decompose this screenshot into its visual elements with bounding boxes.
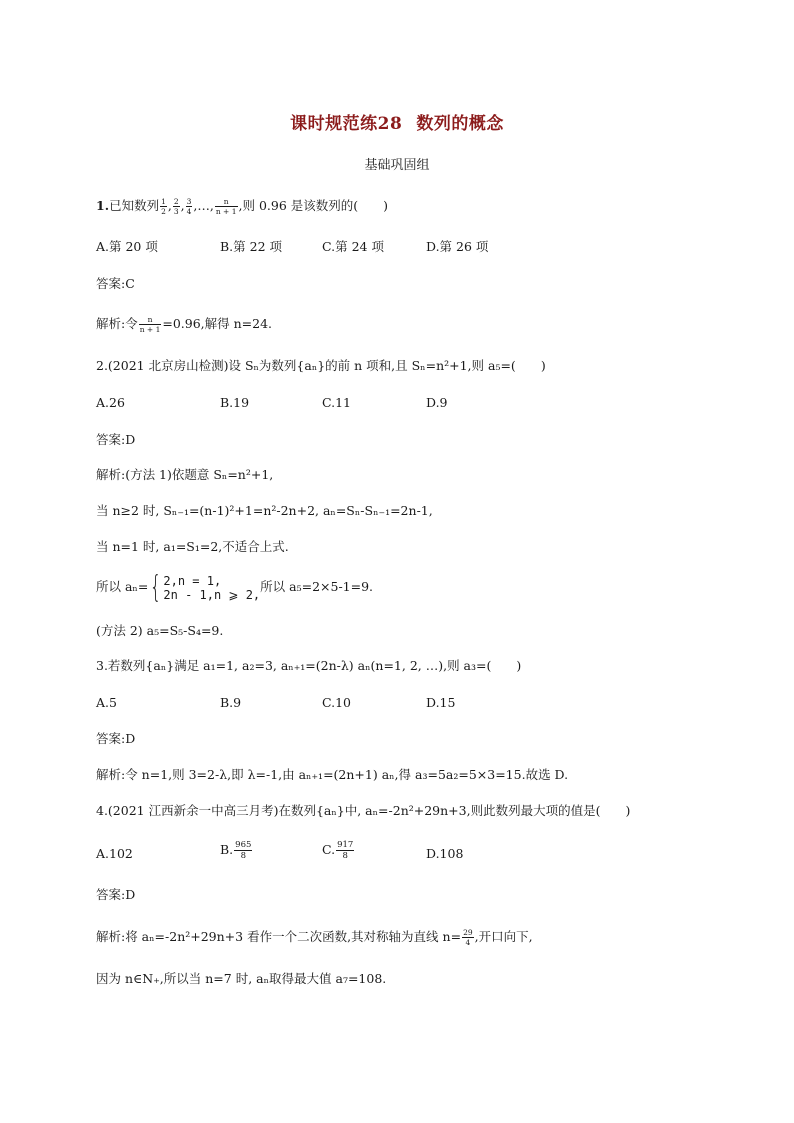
q3-answer: 答案:D [96, 731, 136, 746]
q4-option-a: A.102 [96, 846, 133, 861]
q1-answer: 答案:C [96, 276, 135, 291]
q3-option-d: D.15 [426, 695, 456, 710]
page-title [0, 109, 794, 134]
q4-analysis-line-1 [96, 928, 533, 947]
q3-option-c: C.10 [322, 695, 351, 710]
q4-analysis-b: ,开口向下, [474, 929, 533, 944]
q1-frac-3: $\frac{3}{4}$ [186, 197, 192, 216]
q2-stem: 2.(2021 北京房山检测)设 Sₙ为数列{aₙ}的前 n 项和,且 Sₙ=n²+1,则 a₅=( ) [96, 358, 546, 373]
q4-analysis-a: 解析:将 aₙ=-2n²+29n+3 看作一个二次函数,其对称轴为直线 n= [96, 929, 462, 944]
q1-stem-b: ,则 0.96 是该数列的( ) [238, 198, 389, 213]
q1-stem-a: 已知数列 [109, 198, 160, 213]
q1-analysis-b: =0.96,解得 n=24. [162, 316, 273, 331]
q2-option-b: B.19 [220, 395, 250, 410]
q1-ellipsis: ,…, [193, 198, 214, 213]
q4-option-c-frac: $\frac{917}{8}$ [337, 840, 354, 861]
q1-analysis [96, 315, 272, 334]
q4-analysis-line-2: 因为 n∈N₊,所以当 n=7 时, aₙ取得最大值 a₇=108. [96, 971, 387, 986]
q2-piecewise-cases [163, 574, 260, 602]
q2-option-c: C.11 [322, 395, 351, 410]
q1-nfrac: $\frac{n}{n + 1}$ [215, 197, 237, 216]
q2-analysis-line-5: (方法 2) a₅=S₅-S₄=9. [96, 623, 224, 638]
q1-frac-2: $\frac{2}{3}$ [173, 197, 179, 216]
q3-option-a: A.5 [96, 695, 117, 710]
q1-frac-1: $\frac{1}{2}$ [161, 197, 166, 216]
q2-case-2: 2n - 1,n ⩾ 2, [163, 587, 261, 602]
q2-answer: 答案:D [96, 432, 136, 447]
q4-option-b: B. $\frac{965}{8}$ [220, 840, 252, 861]
q3-option-b: B.9 [220, 695, 242, 710]
q1-stem: 1.已知数列 $\frac{1}{2}$ , $\frac{2}{3}$ , $\frac{3}{4}$ ,…, $\frac{n}{n + 1}$ ,则 0.96 是该数列的( ) [96, 197, 389, 216]
title-main: 课时规范练28 [290, 114, 403, 134]
q1-option-b: B.第 22 项 [220, 239, 283, 254]
q4-option-c: C. $\frac{917}{8}$ [322, 840, 354, 861]
q2-analysis-line-4 [96, 569, 374, 605]
q4-option-b-frac: $\frac{965}{8}$ [235, 840, 252, 861]
q2-option-a: A.26 [96, 395, 125, 410]
q4-answer: 答案:D [96, 887, 136, 902]
q1-option-a: A.第 20 项 [96, 239, 158, 254]
q1-option-d: D.第 26 项 [426, 239, 489, 254]
q2-analysis-line-3: 当 n=1 时, a₁=S₁=2,不适合上式. [96, 539, 289, 554]
q4-option-d: D.108 [426, 846, 464, 861]
q3-stem: 3.若数列{aₙ}满足 a₁=1, a₂=3, aₙ₊₁=(2n-λ) aₙ(n=1, 2, …),则 a₃=( ) [96, 658, 522, 673]
q2-piecewise-label: 所以 aₙ= [96, 579, 149, 594]
q2-analysis-line-1: 解析:(方法 1)依题意 Sₙ=n²+1, [96, 467, 274, 482]
title-topic: 数列的概念 [416, 114, 504, 134]
q1-analysis-frac: $\frac{n}{n + 1}$ [139, 315, 161, 334]
q1-analysis-a: 解析:令 [96, 316, 138, 331]
q4-stem: 4.(2021 江西新余一中高三月考)在数列{aₙ}中, aₙ=-2n²+29n+3,则此数列最大项的值是( ) [96, 803, 631, 818]
q2-piecewise-result: 所以 a₅=2×5-1=9. [260, 579, 374, 594]
q2-option-d: D.9 [426, 395, 448, 410]
q4-axis-frac: $\frac{29}{4}$ [463, 928, 473, 947]
q3-analysis: 解析:令 n=1,则 3=2-λ,即 λ=-1,由 aₙ₊₁=(2n+1) aₙ,得 a₃=5a₂=5×3=15.故选 D. [96, 767, 569, 782]
q1-number: 1. [96, 198, 110, 213]
q1-option-c: C.第 24 项 [322, 239, 384, 254]
q2-case-1: 2,n = 1, [163, 573, 222, 588]
section-title: 基础巩固组 [364, 158, 430, 173]
q2-analysis-line-2: 当 n≥2 时, Sₙ₋₁=(n-1)²+1=n²-2n+2, aₙ=Sₙ-Sₙ₋₁=2n-1, [96, 503, 433, 518]
left-brace-icon: { [150, 569, 162, 605]
